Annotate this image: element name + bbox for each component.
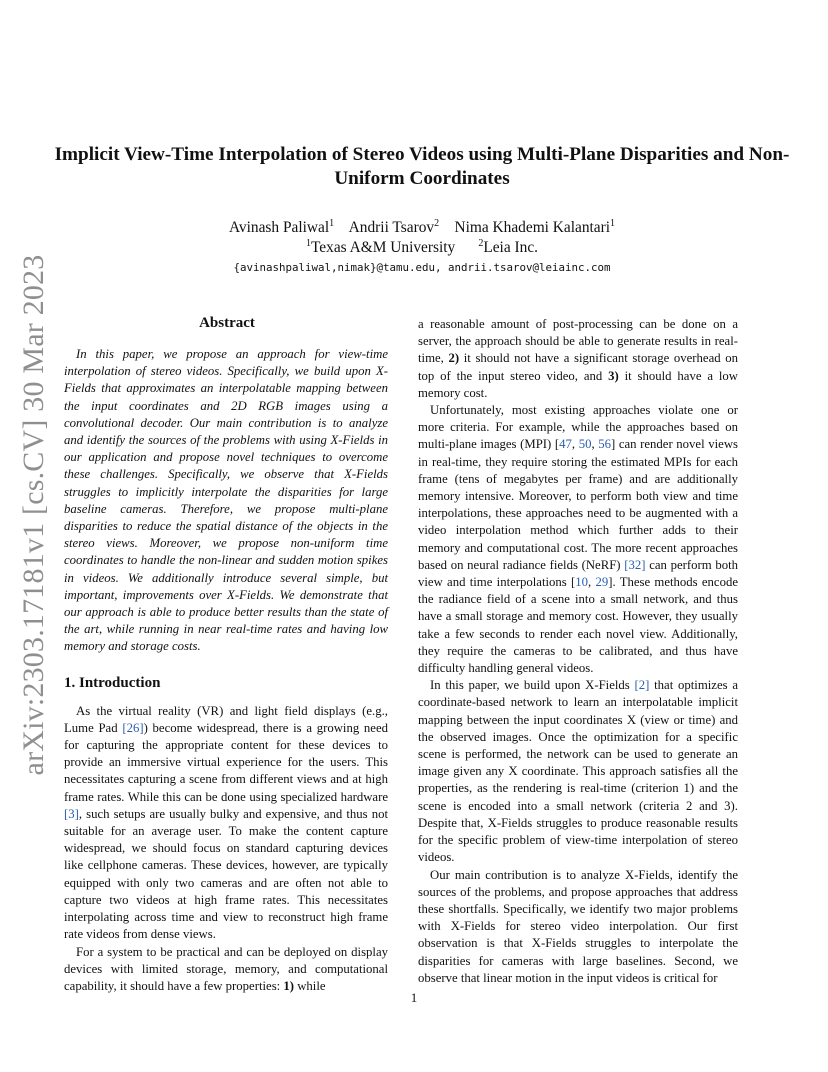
author-name: Andrii Tsarov — [348, 219, 435, 236]
affil-mark: 1 — [305, 238, 311, 249]
author-emails: {avinashpaliwal,nimak}@tamu.edu, andrii.tsarov@leiainc.com — [233, 261, 611, 274]
body-paragraph: Unfortunately, most existing approaches violate one or more criteria. For example, while the approaches based on multi-plane images (MPI) [47, 50, 56] can render novel views in real-time, they require storing the estimated MPIs for each frame (tens of megabytes per frame) and are additionally memory intensive. Moreover, to perform both view and time interpolations, these approaches need to be augmented with a video interpolation method which further adds to their memory and computational cost. The more recent approaches based on neural radiance fields (NeRF) [32] can perform both view and time interpolations [10, 29]. These methods encode the radiance field of a scene into a small network, and thus have a small storage and memory cost. However, they usually take a few seconds to render each novel view. Additionally, they require the cameras to be calibrated, and thus have difficulty handling general videos. — [418, 403, 738, 676]
left-column — [64, 346, 388, 995]
author-name: Nima Khademi Kalantari — [454, 219, 611, 236]
section-heading-introduction: 1. Introduction — [64, 674, 161, 691]
abstract-heading: Abstract — [199, 315, 255, 331]
citation-link[interactable]: 56 — [598, 437, 611, 452]
body-paragraph: As the virtual reality (VR) and light field displays (e.g., Lume Pad [26]) become widespread, there is a growing need for capturing the appropriate content for these devices to provide an immersive virtual experience for the users. This necessitates capturing a scene from different views and at high frame rates. While this can be done using specialized hardware [3], such setups are usually bulky and expensive, and thus not suitable for an average user. To make the content capture widespread, we should focus on standard capturing devices like cellphone cameras. These devices, however, are typically equipped with only two cameras and are often not able to capture two videos at high frame rates. This necessitates interpolating across time and view to reconstruct high frame rate videos from dense views. — [64, 703, 388, 942]
enumeration-marker: 1) — [283, 978, 295, 993]
body-paragraph: In this paper, we build upon X-Fields [2] that optimizes a coordinate-based network to learn an interpolatable implicit mapping between the input coordinates X (view or time) and the observed images. Once the optimization for a specific scene is performed, the network can be used to generate an image given any X coordinate. This approach satisfies all the properties, as the rendering is real-time (criterion 1) and the scene is encoded into a small network (criteria 2 and 3). Despite that, X-Fields struggles to produce reasonable results for the specific problem of view-time interpolation of stereo videos. — [418, 678, 738, 865]
enumeration-marker: 3) — [608, 368, 619, 383]
affil-mark: 2 — [478, 238, 484, 249]
author-affil-mark: 1 — [329, 218, 335, 229]
citation-link[interactable]: [3] — [64, 806, 79, 821]
enumeration-marker: 2) — [448, 351, 460, 366]
citation-link[interactable]: 10 — [575, 575, 589, 590]
citation-link[interactable]: [32] — [624, 557, 646, 572]
page-number: 1 — [410, 990, 418, 1005]
affiliation-line — [40, 238, 804, 258]
body-paragraph: Our main contribution is to analyze X-Fields, identify the sources of the problems, and propose approaches that address these shortfalls. Specifically, we identify two major problems with X-Fields for stereo video interpolation. Our first observation is that X-Fields struggles to interpolate the disparities for cameras with large baselines. Second, we observe that linear motion in the input videos is critical for — [418, 867, 738, 985]
affiliation-name: Leia Inc. — [483, 239, 539, 256]
citation-link[interactable]: 29 — [595, 575, 609, 590]
author-name: Avinash Paliwal — [228, 219, 330, 236]
citation-link[interactable]: [2] — [634, 678, 650, 693]
author-affil-mark: 1 — [610, 218, 616, 229]
arxiv-stamp — [8, 254, 60, 776]
right-column — [418, 316, 738, 987]
body-paragraph: a reasonable amount of post-processing can be done on a server, the approach should be able to generate results in real-time, 2) it should not have a significant storage overhead on top of the input stereo video, and 3) it should have a low memory cost. — [418, 317, 738, 400]
abstract-body — [64, 346, 388, 656]
author-affil-mark: 2 — [434, 218, 440, 229]
citation-link[interactable]: 50 — [578, 437, 592, 452]
citation-link[interactable]: [26] — [122, 720, 144, 735]
citation-link[interactable]: 47 — [559, 437, 572, 452]
paper-title: Implicit View-Time Interpolation of Stereo Videos using Multi-Plane Disparities and Non-Uniform Coordinates — [54, 144, 790, 189]
arxiv-stamp-text: arXiv:2303.17181v1 [cs.CV] 30 Mar 2023 — [17, 254, 50, 776]
affiliation-name: Texas A&M University — [310, 239, 456, 256]
author-line — [40, 218, 804, 238]
abstract-paragraph: In this paper, we propose an approach for view-time interpolation of stereo videos. Specifically, we build upon X-Fields that approximates an interpolatable mapping between the input coordinates and 2D RGB images using a convolutional decoder. Our main contribution is to analyze and identify the sources of the problems with using X-Fields in our application and propose novel techniques to overcome these challenges. Specifically, we observe that X-Fields struggles to implicitly interpolate the disparities for large baseline cameras. Therefore, we propose multi-plane disparities to reduce the spatial distance of the objects in the stereo views. Moreover, we propose non-uniform time coordinates to handle the non-linear and sudden motion spikes in videos. We additionally introduce several simple, but important, improvements over X-Fields. We demonstrate that our approach is able to produce better results than the state of the art, while running in near real-time rates and having low memory and storage costs. — [64, 347, 388, 654]
body-paragraph: For a system to be practical and can be deployed on display devices with limited storage, memory, and computational capability, it should have a few properties: 1) while — [64, 944, 388, 993]
